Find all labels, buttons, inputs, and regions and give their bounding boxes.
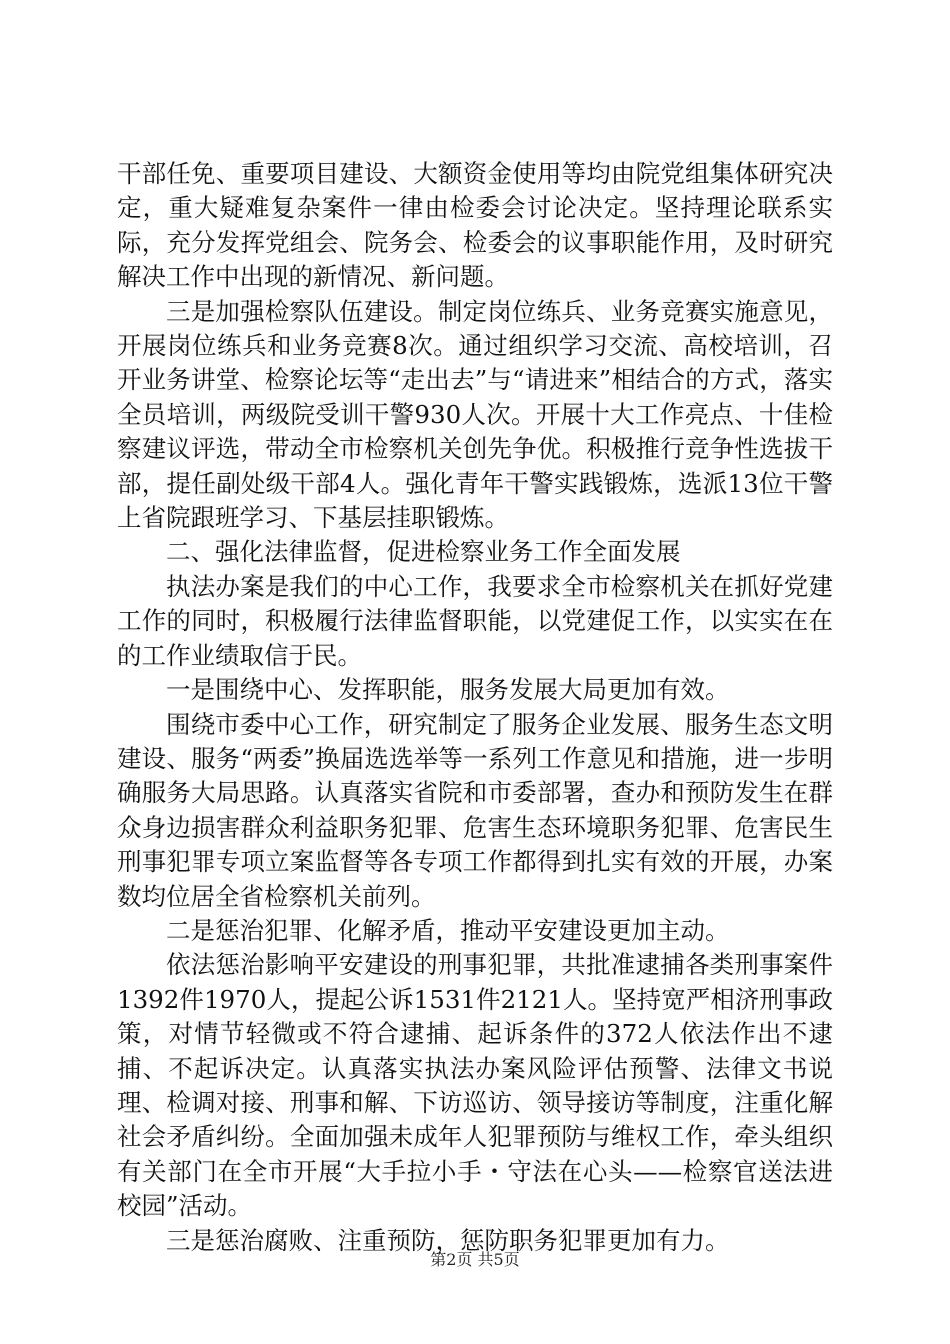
paragraph-service: 围绕市委中心工作，研究制定了服务企业发展、服务生态文明建设、服务“两委”换届选选举等一系列工作意见和措施，进一步明确服务大局思路。认真落实省院和市委部署，查办和预防发生在群众身边损害群众利益职务犯罪、危害生态环境职务犯罪、危害民生刑事犯罪专项立案监督等各专项工作都得到扎实有效的开展，办案数均位居全省检察机关前列。 [117,709,833,911]
paragraph-continued: 干部任免、重要项目建设、大额资金使用等均由院党组集体研究决定，重大疑难复杂案件一律由检委会讨论决定。坚持理论联系实际，充分发挥党组会、院务会、检委会的议事职能作用，及时研究解决工作中出现的新情况、新问题。 [117,159,833,292]
paragraph-crime: 依法惩治影响平安建设的刑事犯罪，共批准逮捕各类刑事案件1392件1970人，提起公诉1531件2121人。坚持宽严相济刑事政策，对情节轻微或不符合逮捕、起诉条件的372人依法作出不逮捕、不起诉决定。认真落实执法办案风险评估预警、法律文书说理、检调对接、刑事和解、下访巡访、领导接访等制度，注重化解社会矛盾纠纷。全面加强未成年人犯罪预防与维权工作，牵头组织有关部门在全市开展“大手拉小手・守法在心头——检察官送法进校园”活动。 [117,950,833,1221]
page-number-footer: 第2页 共5页 [430,1250,520,1269]
document-body [117,157,833,1258]
section-heading: 二、强化法律监督，促进检察业务工作全面发展 [166,537,681,567]
paragraph-team-building: 三是加强检察队伍建设。制定岗位练兵、业务竞赛实施意见，开展岗位练兵和业务竞赛8次。通过组织学习交流、高校培训，召开业务讲堂、检察论坛等“走出去”与“请进来”相结合的方式，落实全员培训，两级院受训干警930人次。开展十大工作亮点、十佳检察建议评选，带动全市检察机关创先争优。积极推行竞争性选拔干部，提任副处级干部4人。强化青年干警实践锻炼，选派13位干警上省院跟班学习、下基层挂职锻炼。 [117,296,833,533]
paragraph-intro: 执法办案是我们的中心工作，我要求全市检察机关在抓好党建工作的同时，积极履行法律监督职能，以党建促工作，以实实在在的工作业绩取信于民。 [117,571,833,670]
subheading-2: 二是惩治犯罪、化解矛盾，推动平安建设更加主动。 [166,915,730,945]
subheading-3: 三是惩治腐败、注重预防，惩防职务犯罪更加有力。 [166,1225,730,1255]
subheading-1: 一是围绕中心、发挥职能，服务发展大局更加有效。 [166,675,730,705]
